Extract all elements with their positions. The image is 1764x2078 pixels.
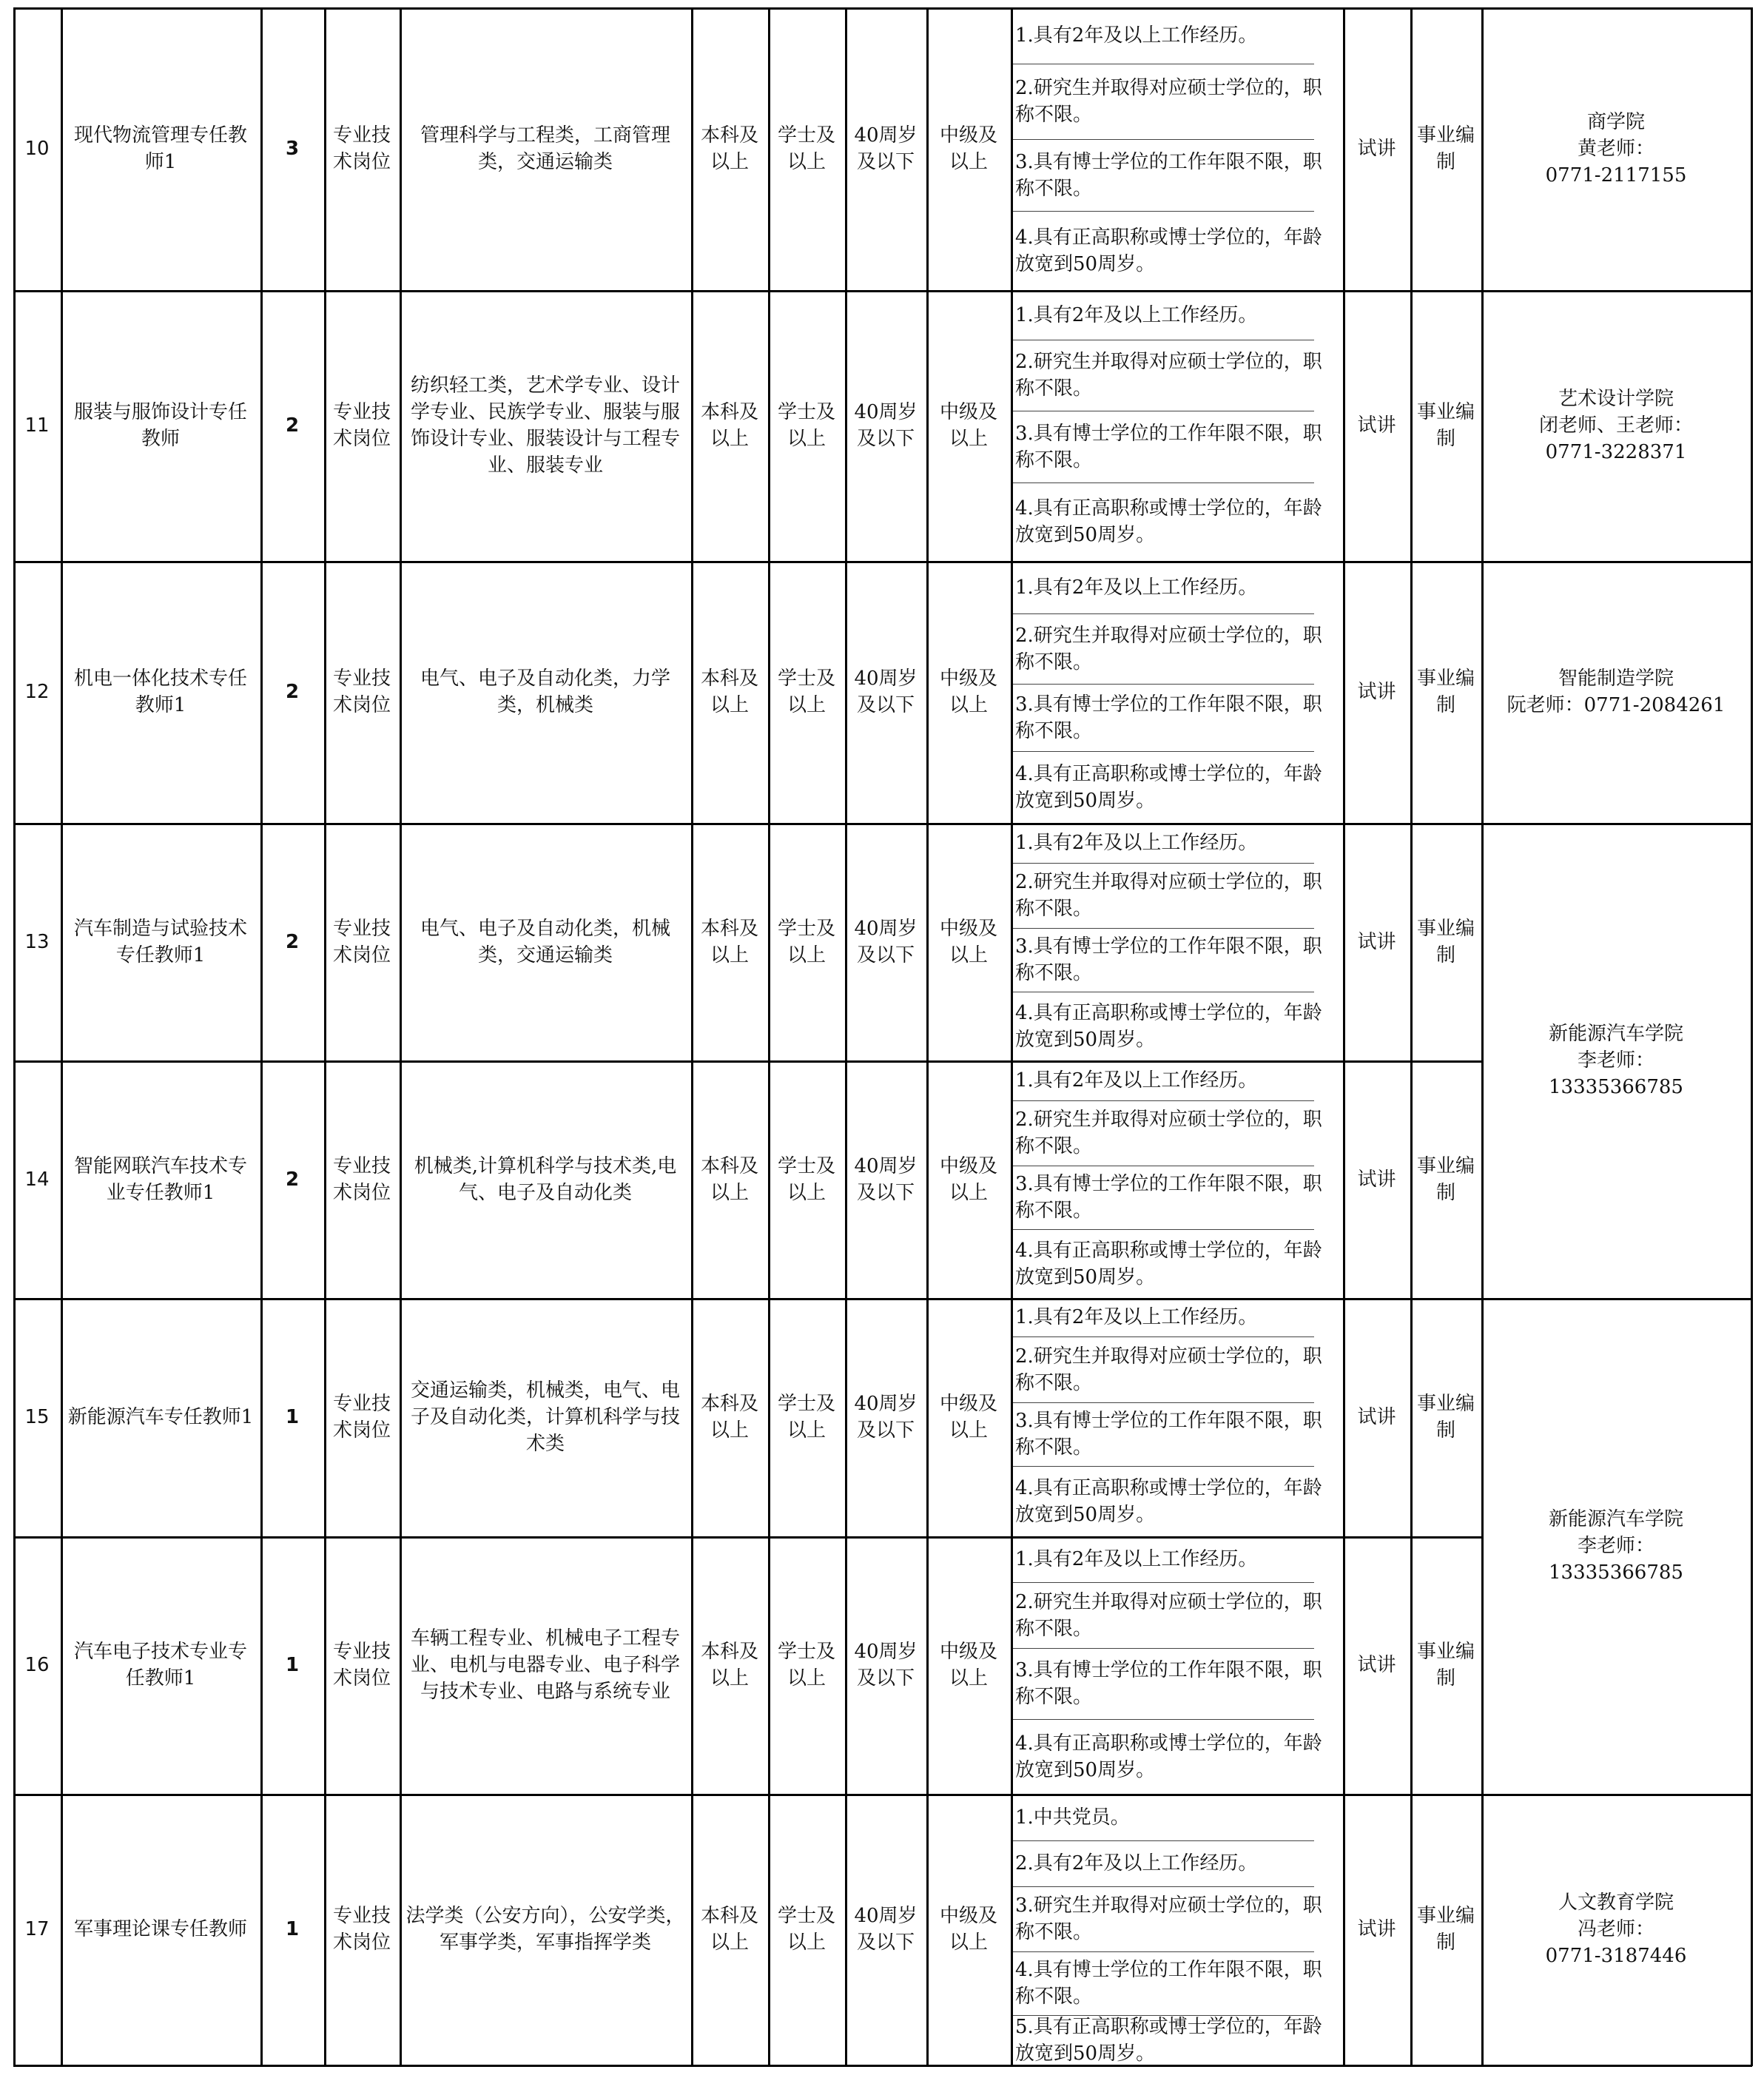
staffing-type: 事业编制 — [1416, 401, 1475, 450]
row-number: 17 — [24, 1918, 50, 1940]
post-type: 专业技术岗位 — [332, 917, 391, 966]
column-border — [845, 7, 847, 2066]
requirement-divider — [1012, 211, 1314, 212]
hire-count: 1 — [285, 1918, 300, 1940]
requirement-divider — [1012, 1582, 1314, 1583]
degree-requirement: 学士及以上 — [777, 1905, 835, 1954]
requirement-item: 1.具有2年及以上工作经历。 — [1015, 576, 1258, 599]
requirement-divider — [1012, 1466, 1314, 1467]
hire-count: 1 — [285, 1406, 300, 1428]
major-requirement: 电气、电子及自动化类，机械类，交通运输类 — [420, 917, 670, 966]
requirement-item: 3.具有博士学位的工作年限不限，职称不限。 — [1015, 150, 1322, 200]
row-border — [1481, 2065, 1752, 2067]
row-border — [13, 1536, 1483, 1539]
contact-info: 新能源汽车学院 李老师： 13335366785 — [1548, 1508, 1683, 1584]
staffing-type: 事业编制 — [1416, 1641, 1475, 1689]
education-requirement: 本科及以上 — [700, 1154, 758, 1204]
requirement-item: 2.研究生并取得对应硕士学位的，职称不限。 — [1015, 1590, 1322, 1640]
assessment-method: 试讲 — [1357, 414, 1396, 437]
requirement-item: 3.研究生并取得对应硕士学位的，职称不限。 — [1015, 1894, 1322, 1943]
column-border — [400, 7, 402, 2066]
age-requirement: 40周岁及以下 — [854, 401, 918, 450]
major-requirement: 电气、电子及自动化类，力学类，机械类 — [420, 668, 670, 716]
staffing-type: 事业编制 — [1416, 917, 1475, 966]
education-requirement: 本科及以上 — [700, 917, 758, 966]
major-requirement: 车辆工程专业、机械电子工程专业、电机与电器专业、电子科学与技术专业、电路与系统专业 — [410, 1627, 680, 1703]
degree-requirement: 学士及以上 — [777, 917, 835, 966]
requirement-item: 1.具有2年及以上工作经历。 — [1015, 1069, 1258, 1092]
requirement-item: 1.具有2年及以上工作经历。 — [1015, 1548, 1258, 1570]
requirement-item: 2.研究生并取得对应硕士学位的，职称不限。 — [1015, 1345, 1322, 1394]
position-name: 机电一体化技术专任教师1 — [73, 668, 247, 716]
age-requirement: 40周岁及以下 — [854, 1905, 918, 1954]
row-border — [1481, 1794, 1752, 1796]
requirement-item: 2.具有2年及以上工作经历。 — [1015, 1852, 1258, 1874]
requirement-divider — [1012, 684, 1314, 685]
row-border — [13, 7, 1483, 10]
title-requirement: 中级及以上 — [939, 1905, 997, 1954]
row-border — [1481, 561, 1752, 563]
requirement-item: 4.具有正高职称或博士学位的，年龄放宽到50周岁。 — [1015, 497, 1322, 546]
post-type: 专业技术岗位 — [332, 1641, 391, 1689]
staffing-type: 事业编制 — [1416, 1393, 1475, 1442]
staffing-type: 事业编制 — [1416, 124, 1475, 173]
column-border — [13, 7, 16, 2066]
hire-count: 1 — [285, 1654, 300, 1676]
hire-count: 2 — [285, 681, 300, 703]
hire-count: 2 — [285, 414, 300, 437]
education-requirement: 本科及以上 — [700, 1393, 758, 1442]
requirement-divider — [1012, 1719, 1314, 1720]
requirement-divider — [1012, 1648, 1314, 1649]
title-requirement: 中级及以上 — [939, 401, 997, 450]
education-requirement: 本科及以上 — [700, 668, 758, 716]
requirement-item: 4.具有正高职称或博士学位的，年龄放宽到50周岁。 — [1015, 1239, 1322, 1288]
row-number: 10 — [24, 138, 50, 160]
hire-count: 2 — [285, 930, 300, 953]
post-type: 专业技术岗位 — [332, 1393, 391, 1442]
requirement-item: 2.研究生并取得对应硕士学位的，职称不限。 — [1015, 351, 1322, 400]
column-border — [768, 7, 770, 2066]
education-requirement: 本科及以上 — [700, 1905, 758, 1954]
major-requirement: 法学类（公安方向），公安学类，军事学类，军事指挥学类 — [405, 1905, 685, 1954]
assessment-method: 试讲 — [1357, 1168, 1396, 1191]
post-type: 专业技术岗位 — [332, 1154, 391, 1204]
requirement-divider — [1012, 863, 1314, 864]
position-name: 汽车电子技术专业专任教师1 — [73, 1641, 247, 1689]
requirement-divider — [1012, 1951, 1314, 1952]
requirement-divider — [1012, 1336, 1314, 1337]
column-border — [1751, 7, 1753, 2066]
post-type: 专业技术岗位 — [332, 124, 391, 173]
column-border — [1410, 7, 1413, 2066]
requirement-item: 4.具有正高职称或博士学位的，年龄放宽到50周岁。 — [1015, 1732, 1322, 1781]
age-requirement: 40周岁及以下 — [854, 1641, 918, 1689]
title-requirement: 中级及以上 — [939, 1154, 997, 1204]
contact-info: 商学院 黄老师： 0771-2117155 — [1545, 111, 1687, 186]
requirement-divider — [1012, 1100, 1314, 1101]
contact-info: 人文教育学院 冯老师： 0771-3187446 — [1545, 1892, 1687, 1967]
assessment-method: 试讲 — [1357, 681, 1396, 703]
major-requirement: 管理科学与工程类，工商管理类，交通运输类 — [420, 124, 670, 173]
requirement-divider — [1012, 139, 1314, 140]
requirement-item: 4.具有博士学位的工作年限不限，职称不限。 — [1015, 1959, 1322, 2008]
position-name: 新能源汽车专任教师1 — [67, 1406, 254, 1428]
requirement-item: 1.具有2年及以上工作经历。 — [1015, 303, 1258, 326]
row-border — [13, 2065, 1483, 2067]
requirement-divider — [1012, 1229, 1314, 1230]
post-type: 专业技术岗位 — [332, 1905, 391, 1954]
assessment-method: 试讲 — [1357, 1654, 1396, 1676]
row-border — [1481, 290, 1752, 292]
requirement-item: 1.中共党员。 — [1015, 1806, 1130, 1829]
column-border — [1343, 7, 1345, 2066]
row-border — [13, 1298, 1483, 1300]
column-border — [1011, 7, 1013, 2066]
requirement-item: 1.具有2年及以上工作经历。 — [1015, 24, 1258, 47]
staffing-type: 事业编制 — [1416, 1154, 1475, 1204]
row-number: 14 — [24, 1168, 50, 1191]
major-requirement: 机械类,计算机科学与技术类,电气、电子及自动化类 — [414, 1154, 677, 1204]
major-requirement: 交通运输类，机械类，电气、电子及自动化类，计算机科学与技术类 — [410, 1379, 680, 1455]
position-name: 军事理论课专任教师 — [73, 1918, 247, 1940]
degree-requirement: 学士及以上 — [777, 1154, 835, 1204]
requirement-item: 4.具有正高职称或博士学位的，年龄放宽到50周岁。 — [1015, 1001, 1322, 1051]
assessment-method: 试讲 — [1357, 138, 1396, 160]
post-type: 专业技术岗位 — [332, 401, 391, 450]
row-border — [13, 561, 1483, 563]
requirement-item: 3.具有博士学位的工作年限不限，职称不限。 — [1015, 1659, 1322, 1708]
requirement-item: 3.具有博士学位的工作年限不限，职称不限。 — [1015, 935, 1322, 984]
staffing-type: 事业编制 — [1416, 668, 1475, 716]
degree-requirement: 学士及以上 — [777, 1641, 835, 1689]
requirement-item: 4.具有正高职称或博士学位的，年龄放宽到50周岁。 — [1015, 762, 1322, 812]
requirement-item: 3.具有博士学位的工作年限不限，职称不限。 — [1015, 422, 1322, 471]
requirement-divider — [1012, 613, 1314, 614]
education-requirement: 本科及以上 — [700, 1641, 758, 1689]
degree-requirement: 学士及以上 — [777, 668, 835, 716]
column-border — [926, 7, 929, 2066]
requirement-item: 5.具有正高职称或博士学位的，年龄放宽到50周岁。 — [1015, 2015, 1322, 2065]
degree-requirement: 学士及以上 — [777, 124, 835, 173]
education-requirement: 本科及以上 — [700, 401, 758, 450]
requirement-divider — [1012, 1840, 1314, 1841]
assessment-method: 试讲 — [1357, 930, 1396, 953]
title-requirement: 中级及以上 — [939, 124, 997, 173]
requirement-divider — [1012, 2015, 1314, 2016]
title-requirement: 中级及以上 — [939, 1641, 997, 1689]
position-name: 现代物流管理专任教师1 — [73, 124, 247, 173]
education-requirement: 本科及以上 — [700, 124, 758, 173]
column-border — [260, 7, 263, 2066]
assessment-method: 试讲 — [1357, 1406, 1396, 1428]
row-number: 11 — [24, 414, 50, 437]
column-border — [61, 7, 63, 2066]
requirement-divider — [1012, 1886, 1314, 1887]
post-type: 专业技术岗位 — [332, 668, 391, 716]
position-name: 智能网联汽车技术专业专任教师1 — [73, 1154, 247, 1204]
age-requirement: 40周岁及以下 — [854, 668, 918, 716]
assessment-method: 试讲 — [1357, 1918, 1396, 1940]
row-border — [13, 823, 1483, 825]
contact-info: 艺术设计学院 闭老师、王老师： 0771-3228371 — [1538, 388, 1693, 463]
title-requirement: 中级及以上 — [939, 668, 997, 716]
requirement-item: 3.具有博士学位的工作年限不限，职称不限。 — [1015, 1410, 1322, 1459]
requirement-item: 1.具有2年及以上工作经历。 — [1015, 832, 1258, 854]
contact-info: 新能源汽车学院 李老师： 13335366785 — [1548, 1023, 1683, 1098]
row-border — [1481, 1298, 1752, 1300]
contact-info: 智能制造学院 阮老师：0771-2084261 — [1507, 668, 1726, 716]
row-border — [13, 1794, 1483, 1796]
age-requirement: 40周岁及以下 — [854, 124, 918, 173]
row-border — [1481, 7, 1752, 10]
title-requirement: 中级及以上 — [939, 917, 997, 966]
requirement-item: 1.具有2年及以上工作经历。 — [1015, 1306, 1258, 1328]
position-name: 汽车制造与试验技术专任教师1 — [73, 917, 247, 966]
requirement-item: 4.具有正高职称或博士学位的，年龄放宽到50周岁。 — [1015, 1476, 1322, 1526]
row-number: 15 — [24, 1406, 50, 1428]
column-border — [691, 7, 693, 2066]
degree-requirement: 学士及以上 — [777, 1393, 835, 1442]
row-number: 12 — [24, 681, 50, 703]
age-requirement: 40周岁及以下 — [854, 1393, 918, 1442]
requirement-item: 2.研究生并取得对应硕士学位的，职称不限。 — [1015, 624, 1322, 673]
age-requirement: 40周岁及以下 — [854, 1154, 918, 1204]
requirement-divider — [1012, 1402, 1314, 1403]
requirement-item: 3.具有博士学位的工作年限不限，职称不限。 — [1015, 1173, 1322, 1222]
hire-count: 2 — [285, 1168, 300, 1191]
requirement-divider — [1012, 751, 1314, 752]
position-name: 服装与服饰设计专任教师 — [73, 401, 247, 450]
row-border — [1481, 823, 1752, 825]
requirement-item: 4.具有正高职称或博士学位的，年龄放宽到50周岁。 — [1015, 226, 1322, 275]
hire-count: 3 — [285, 138, 300, 160]
requirement-divider — [1012, 482, 1314, 483]
age-requirement: 40周岁及以下 — [854, 917, 918, 966]
requirement-item: 2.研究生并取得对应硕士学位的，职称不限。 — [1015, 871, 1322, 920]
row-border — [13, 290, 1483, 292]
row-border — [13, 1060, 1483, 1063]
requirement-item: 3.具有博士学位的工作年限不限，职称不限。 — [1015, 693, 1322, 742]
requirement-divider — [1012, 928, 1314, 929]
degree-requirement: 学士及以上 — [777, 401, 835, 450]
major-requirement: 纺织轻工类，艺术学专业、设计学专业、民族学专业、服装与服饰设计专业、服装设计与工程专业、服装专业 — [410, 374, 680, 477]
requirement-item: 2.研究生并取得对应硕士学位的，职称不限。 — [1015, 77, 1322, 126]
title-requirement: 中级及以上 — [939, 1393, 997, 1442]
requirement-item: 2.研究生并取得对应硕士学位的，职称不限。 — [1015, 1109, 1322, 1157]
column-border — [324, 7, 326, 2066]
row-number: 16 — [24, 1654, 50, 1676]
row-number: 13 — [24, 930, 50, 953]
staffing-type: 事业编制 — [1416, 1905, 1475, 1954]
column-border — [1481, 7, 1484, 2066]
